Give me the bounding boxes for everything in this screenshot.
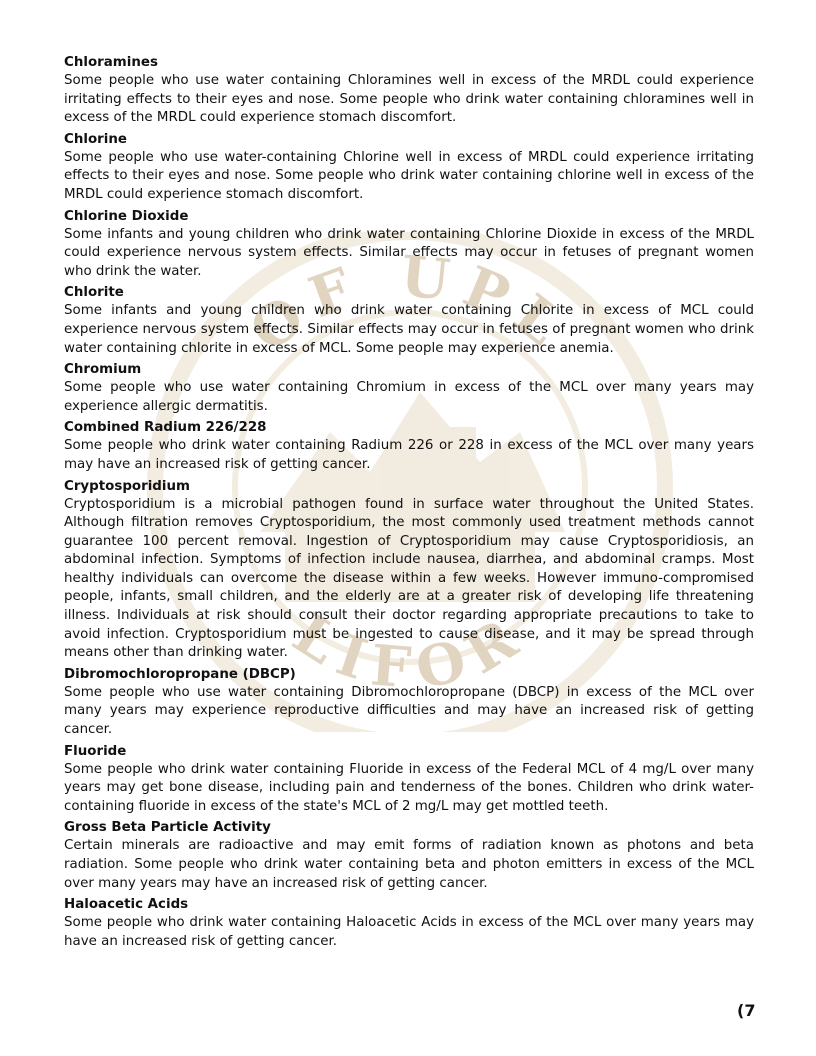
entry-body: Some people who use water-containing Chlorine well in excess of MRDL could experience irritating effects to their eyes and nose. Some people who drink water containing chlorine well in excess of the MRDL could experience stomach discomfort.: [64, 149, 754, 202]
entry-body: Some infants and young children who drink water containing Chlorite in excess of MCL could experience nervous system effects. Similar effects may occur in fetuses of pregnant women who drink water containing chlorite in excess of MCL. Some people may experience anemia.: [64, 303, 754, 356]
entry-body: Some people who drink water containing Fluoride in excess of the Federal MCL of 4 mg/L over many years may get bone disease, including pain and tenderness of the bones. Children who drink water-containing fluoride in excess of the state's MCL of 2 mg/L may get mottled teeth.: [64, 761, 754, 814]
entry-chromium: [64, 361, 754, 416]
entry-body: Certain minerals are radioactive and may emit forms of radiation known as photons and beta radiation. Some people who drink water containing beta and photon emitters in excess of the MCL over many years may have an increased risk of getting cancer.: [64, 838, 754, 891]
entry-heading: Chloramines: [64, 55, 158, 70]
entry-chlorine: [64, 131, 754, 205]
entry-heading: Gross Beta Particle Activity: [64, 820, 271, 836]
entry-heading: Chlorine: [64, 131, 127, 147]
entry-heading: Dibromochloropropane (DBCP): [64, 666, 296, 682]
entry-heading: Fluoride: [64, 743, 127, 759]
entry-body: Some people who drink water containing Radium 226 or 228 in excess of the MCL over many years may have an increased risk of getting cancer.: [64, 438, 754, 472]
entry-body: Some infants and young children who drink water containing Chlorine Dioxide in excess of the MRDL could experience nervous system effects. Similar effects may occur in fetuses of pregnant women who drink the water.: [64, 226, 754, 279]
entry-dbcp: [64, 666, 754, 740]
entry-chlorite: [64, 284, 754, 358]
entry-heading: Combined Radium 226/228: [64, 420, 267, 436]
entry-body: Cryptosporidium is a microbial pathogen found in surface water throughout the United States. Although filtration removes Cryptosporidium, the most commonly used treatment methods cannot guarantee 100 percent removal. Ingestion of Cryptosporidium may cause Cryptosporidiosis, an abdominal infection. Symptoms of infection include nausea, diarrhea, and abdominal cramps. Most healthy individuals can overcome the disease within a few weeks. However immuno-compromised people, infants, small children, and the elderly are at a greater risk of developing life threatening illness. Individuals at risk should consult their doctor regarding appropriate precautions to take to avoid infection. Cryptosporidium must be ingested to cause disease, and it may be spread through means other than drinking water.: [64, 496, 754, 661]
entry-combined-radium: [64, 419, 754, 474]
page-number: (7: [737, 1001, 756, 1020]
seal-bottom-text: LIFOR: [281, 600, 539, 703]
entry-heading: Cryptosporidium: [64, 478, 190, 494]
entry-body: Some people who drink water containing Haloacetic Acids in excess of the MCL over many years may have an increased risk of getting cancer.: [64, 915, 754, 949]
entry-body: Some people who use water containing Dibromochloropropane (DBCP) in excess of the MCL over many years may experience reproductive difficulties and may have an increased risk of getting cancer.: [64, 684, 754, 738]
entry-haloacetic-acids: [64, 896, 754, 951]
entry-chloramines: [64, 54, 754, 128]
entry-heading: Haloacetic Acids: [64, 897, 189, 913]
entry-cryptosporidium: [64, 478, 754, 663]
entry-body: Some people who use water containing Chromium in excess of the MCL over many years may experience allergic dermatitis.: [64, 380, 754, 414]
health-effects-list: [64, 54, 754, 954]
entry-fluoride: [64, 743, 754, 817]
seal-top-text: OF UPL: [238, 243, 583, 366]
entry-body: Some people who use water containing Chloramines well in excess of the MRDL could experience irritating effects to their eyes and nose. Some people who drink water containing chloramines well in excess of the MRDL could experience stomach discomfort.: [64, 73, 754, 126]
entry-chlorine-dioxide: [64, 208, 754, 282]
entry-heading: Chromium: [64, 362, 142, 378]
entry-heading: Chlorite: [64, 285, 124, 301]
entry-heading: Chlorine Dioxide: [64, 208, 189, 224]
entry-gross-beta: [64, 819, 754, 893]
